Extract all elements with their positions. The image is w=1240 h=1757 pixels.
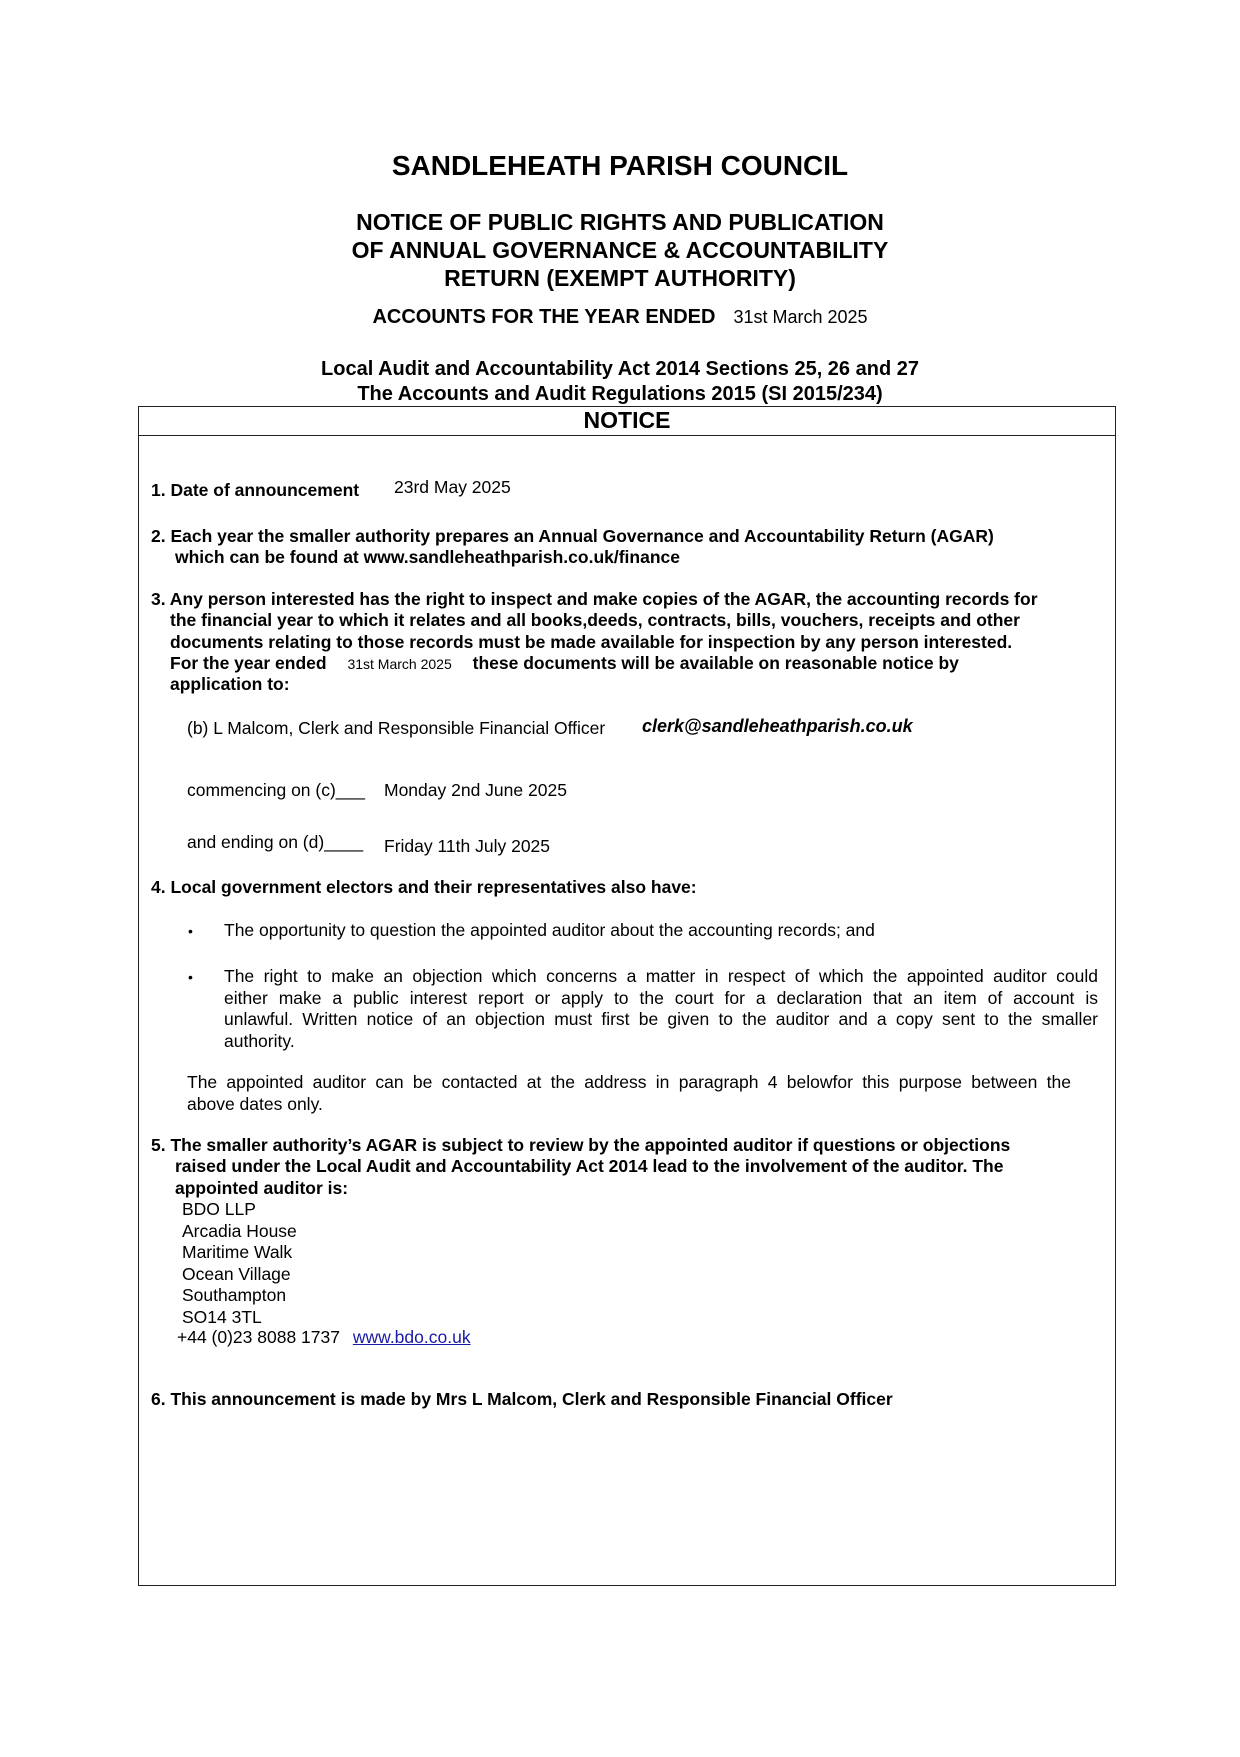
notice-heading: NOTICE bbox=[138, 406, 1116, 436]
item1-label: 1. Date of announcement bbox=[151, 480, 360, 500]
council-name: SANDLEHEATH PARISH COUNCIL bbox=[391, 150, 849, 181]
ending-value: Friday 11th July 2025 bbox=[384, 836, 551, 856]
auditor-contact-line bbox=[177, 1327, 471, 1349]
legal-references bbox=[0, 357, 1240, 407]
bullet-1: The opportunity to question the appointed auditor about the accounting records; and bbox=[224, 920, 875, 940]
bullet-2 bbox=[224, 966, 1098, 1052]
legal-line-1: Local Audit and Accountability Act 2014 Sections 25, 26 and 27 bbox=[321, 358, 919, 380]
item5-line-2: raised under the Local Audit and Accountability Act 2014 lead to the involvement of the auditor. The bbox=[175, 1156, 1004, 1176]
item3-line-3: documents relating to those records must be made available for inspection by any person interested. bbox=[170, 632, 1013, 652]
contact-note-line-1: The appointed auditor can be contacted at the address in paragraph 4 belowfor this purpose between the bbox=[187, 1072, 1071, 1092]
item3-line-4 bbox=[170, 653, 959, 676]
auditor-address-line: Arcadia House bbox=[182, 1220, 297, 1241]
year-end-value: 31st March 2025 bbox=[733, 307, 868, 327]
item6-text: 6. This announcement is made by Mrs L Malcom, Clerk and Responsible Financial Officer bbox=[151, 1389, 893, 1409]
auditor-address-line: SO14 3TL bbox=[182, 1306, 262, 1327]
accounts-label: ACCOUNTS FOR THE YEAR ENDED bbox=[372, 306, 716, 328]
auditor-website-link[interactable]: www.bdo.co.uk bbox=[352, 1327, 471, 1347]
notice-title-line-3: RETURN (EXEMPT AUTHORITY) bbox=[444, 265, 796, 291]
item2-line-2: which can be found at www.sandleheathparish.co.uk/finance bbox=[175, 547, 680, 567]
auditor-address-line: Ocean Village bbox=[182, 1263, 291, 1284]
item3-line-4-end: these documents will be available on reasonable notice by bbox=[472, 653, 959, 673]
auditor-phone: +44 (0)23 8088 1737 bbox=[177, 1327, 340, 1347]
contact-note-line-2: above dates only. bbox=[187, 1093, 323, 1114]
bullet-2-line-3: unlawful. Written notice of an objection must first be given to the auditor and a copy sent to the smaller bbox=[224, 1009, 1098, 1029]
auditor-address-line: Southampton bbox=[182, 1285, 287, 1305]
commencing-value: Monday 2nd June 2025 bbox=[384, 780, 567, 800]
bullet-marker-1: • bbox=[188, 923, 193, 939]
item1-value: 23rd May 2025 bbox=[394, 477, 511, 497]
notice-title bbox=[0, 208, 1240, 292]
commencing-label: commencing on (c)___ bbox=[187, 780, 365, 800]
bullet-2-line-4: authority. bbox=[224, 1030, 295, 1051]
bullet-2-line-1: The right to make an objection which concerns a matter in respect of which the appointed auditor could bbox=[224, 966, 1098, 986]
notice-title-line-1: NOTICE OF PUBLIC RIGHTS AND PUBLICATION bbox=[356, 209, 884, 235]
legal-line-2: The Accounts and Audit Regulations 2015 (SI 2015/234) bbox=[357, 383, 883, 405]
bullet-marker-2: • bbox=[188, 969, 193, 985]
ending-label: and ending on (d)____ bbox=[187, 832, 364, 852]
item3-year-end: 31st March 2025 bbox=[347, 656, 452, 672]
contact-email[interactable]: clerk@sandleheathparish.co.uk bbox=[642, 716, 913, 736]
contact-label: (b) L Malcom, Clerk and Responsible Financial Officer bbox=[187, 718, 606, 738]
item5-line-3: appointed auditor is: bbox=[175, 1178, 349, 1198]
auditor-address bbox=[182, 1199, 297, 1328]
item3-line-4-start: For the year ended bbox=[170, 653, 327, 673]
accounts-year-line bbox=[0, 306, 1240, 329]
item4-text: 4. Local government electors and their representatives also have: bbox=[151, 877, 697, 897]
item3-line-5: application to: bbox=[170, 674, 290, 694]
auditor-address-line: BDO LLP bbox=[182, 1199, 256, 1219]
item3-line-1: 3. Any person interested has the right to inspect and make copies of the AGAR, the accounting records for bbox=[151, 589, 1038, 609]
bullet-2-line-2: either make a public interest report or apply to the court for a declaration that an item of account is bbox=[224, 987, 1098, 1008]
item5-line-1: 5. The smaller authority’s AGAR is subject to review by the appointed auditor if questions or objections bbox=[151, 1135, 1011, 1155]
contact-note bbox=[187, 1072, 1071, 1115]
item2-line-1: 2. Each year the smaller authority prepares an Annual Governance and Accountability Return (AGAR) bbox=[151, 526, 994, 546]
notice-title-line-2: OF ANNUAL GOVERNANCE & ACCOUNTABILITY bbox=[351, 237, 889, 263]
item3-line-2: the financial year to which it relates and all books,deeds, contracts, bills, vouchers, receipts and other bbox=[170, 610, 1020, 630]
auditor-address-line: Maritime Walk bbox=[182, 1242, 293, 1262]
